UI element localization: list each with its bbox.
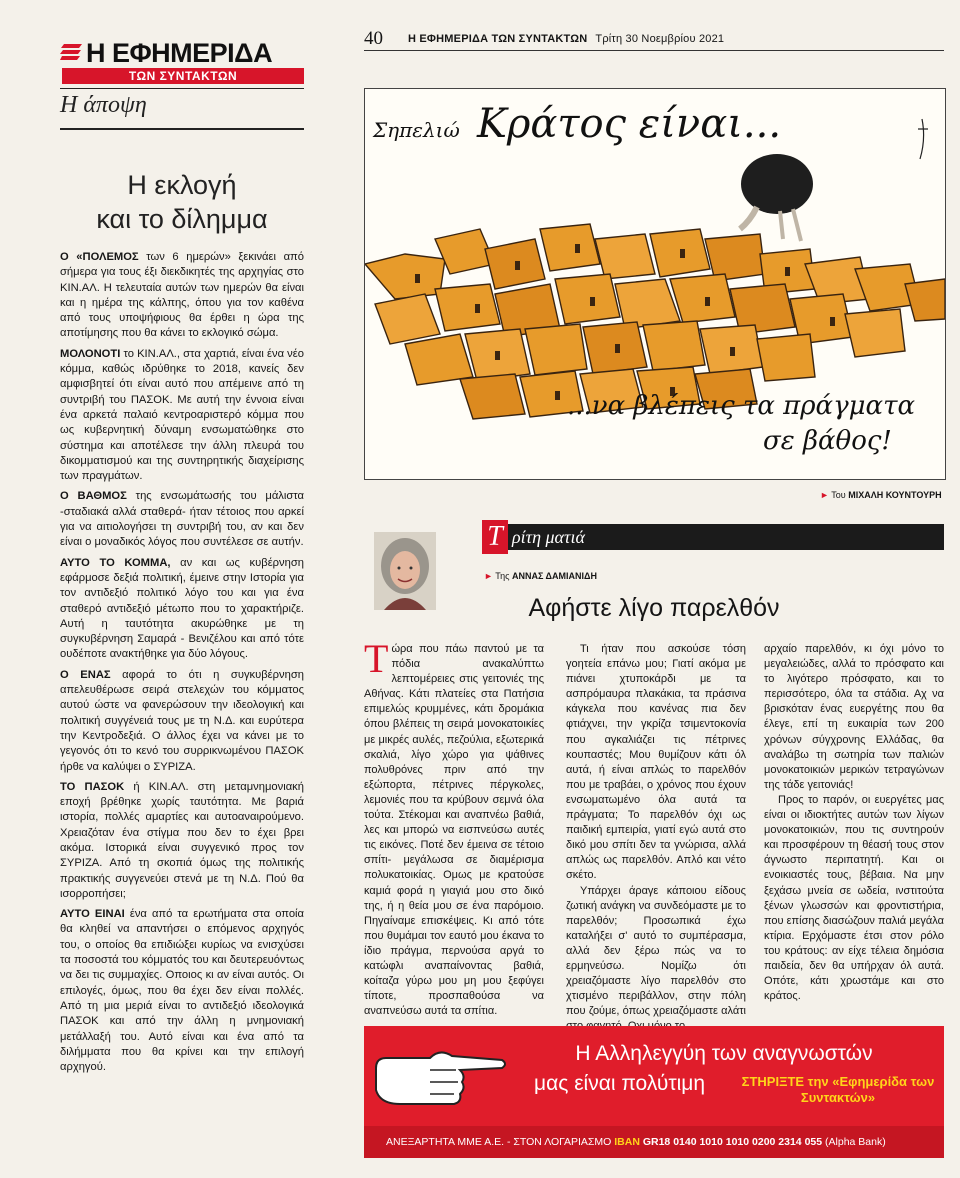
article-paragraph xyxy=(364,636,544,1019)
headline-line-2: και το δίλημμα xyxy=(96,204,268,234)
paragraph-lead: Ο «ΠΟΛΕΜΟΣ xyxy=(60,251,139,263)
section-rule xyxy=(60,128,304,130)
editorial-paragraph xyxy=(60,780,304,902)
solidarity-ad[interactable] xyxy=(364,1026,944,1158)
credit-prefix: Του xyxy=(831,490,846,500)
paragraph-lead: Ο ΕΝΑΣ xyxy=(60,668,111,681)
section-label: Η άποψη xyxy=(60,92,147,118)
editorial-headline xyxy=(60,168,304,236)
column-banner-initial: Τ xyxy=(482,520,508,554)
header-date: Τρίτη 30 Νοεμβρίου 2021 xyxy=(595,33,725,45)
header-rule xyxy=(364,50,944,51)
pointing-hand-icon xyxy=(370,1038,508,1114)
editorial-paragraph xyxy=(60,556,304,663)
byline-name: ΑΝΝΑΣ ΔΑΜΙΑΝΙΔΗ xyxy=(511,571,597,581)
page-number: 40 xyxy=(364,28,383,49)
cartoon xyxy=(364,88,946,480)
article-column-3 xyxy=(764,642,944,1004)
cartoon-caption-bottom-2: σε βάθος! xyxy=(763,426,892,456)
section-rule-top xyxy=(60,88,304,89)
dropcap: Τ xyxy=(364,636,389,681)
paragraph-text: ένα από τα ερωτήματα στα οποία θα κληθεί να απαντήσει ο επόμενος αρχηγός του, ο οποίος θα επιδιώξει κυρίως να ενισχύσει τα ποσοστά του κόμματός του και δευτερευόντως να δει τις συμμαχίες. Οποιος κι αν είναι αυτός. Οι επιλογές, όμως, που θα έχει δεν είναι πολλές. Από τη μια μεριά είναι το αντιδεξιό ιδεολογικά ΠΑΣΟΚ και από την άλλη η μνημονιακή μετάλλαξή του. Αυτό είναι και ένα από τα διλήμματα που θα κρίνει και την επιλογή αρχηγού. xyxy=(60,908,304,1074)
logo-top-text: Η ΕΦΗΜΕΡΙΔΑ xyxy=(86,38,273,68)
cartoon-illustration xyxy=(365,89,945,479)
iban-label: IBAN xyxy=(614,1136,640,1148)
header-paper-name: Η ΕΦΗΜΕΡΙΔΑ ΤΩΝ ΣΥΝΤΑΚΤΩΝ xyxy=(408,33,588,45)
editorial-paragraph xyxy=(60,250,304,342)
credit-name: ΜΙΧΑΛΗ ΚΟΥΝΤΟΥΡΗ xyxy=(848,490,942,500)
paragraph-text: αν και ως κυβέρνηση εφάρμοσε δεξιά πολιτική, έμεινε στην Ιστορία για τον αντιδεξιό πολιτικό λόγο του και για ένα σταθερό αντιδεξιό μέτωπο που το χαρακτήριζε. Αυτή η ταυτότητα ακυρώθηκε με τη συγκυβέρνηση Σαμαρά - Βενιζέλου και από τότε ουδέποτε ανακτήθηκε για δύο λόγους. xyxy=(60,556,304,661)
flag-stripes-icon xyxy=(60,44,82,60)
article-paragraph: Τι ήταν που ασκούσε τόση γοητεία επάνω μου; Γιατί ακόμα με πιάνει χτυποκάρδι με τα ασπρόμαυρα πλακάκια, τα πράσινα κάγκελα που κανένας πια δεν φτιάχνει, την γκρίζα τσιμεντοκονία που αγκαλιάζει τις πέτρινες κουπαστές; Μου θυμίζουν κάτι όλ αυτά, ή είναι απλώς το παρελθόν που με τραβάει, ο χρόνος που έχουν ενσωματωμένο όλα αυτά τα πράγματα; Το παρελθόν όχι ως παιδική εμπειρία, γιατί εγώ αυτά στο δικό μου σπίτι δεν τα γνώρισα, αλλά απλώς ως παρελθόν. Απλό και νέτο σκέτο. xyxy=(566,643,746,882)
article-column-2 xyxy=(566,642,746,1034)
editorial-body xyxy=(60,250,304,1080)
cartoon-caption-top-small: Σηπελιώ xyxy=(373,118,460,142)
cartoon-caption-bottom-1: ...να βλέπεις τα πράγματα xyxy=(567,391,916,421)
editorial-paragraph xyxy=(60,489,304,550)
paragraph-text: ώρα που πάω παντού με τα πόδια ανακαλύπτω λεπτομέρειες στις γειτονιές της Αθήνας. Κάτι πλατείες στα Πατήσια επιμελώς κρυμμένες, κάτι δρομάκια όπου βλέπεις τη σειρά μονοκατοικίες με μικρές αυλές, πεζούλια, εξωτερικά σκαλιά, λίγο χώρο για ψάθινες πολυθρόνες πριν από την εξώπορτα, πέτρινες πέργκολες, λεμονιές που τα κρύβουν σεμνά όλα τούτα. Στέκομαι και αναπνέω βαθιά, λες και μπορώ να εισπνεύσω αυτές τις εικόνες. Ποτέ δεν έμεινα σε τέτοιο σπίτι- μεγάλωσα σε διαμέρισμα πολυκατοικίας. Ομως με κρατούσε καμιά φορά η γιαγιά μου στο δικό της, ή η θεία μου σε ένα παρόμοιο. Πηγαίναμε επισκέψεις. Κι από τότε που θυμάμαι τον εαυτό μου έκανα το ίδιο πράγμα, περνούσα αργά το κατώφλι αναπαίνοντας βαθιά, κοίταζα γύρω μου μη μου ξεφύγει τίποτε, προσπαθούσα να αναπνεύσω αυτά τα σπίτια. xyxy=(364,643,544,1018)
article-paragraph: αρχαίο παρελθόν, κι όχι μόνο το μεγαλειώδες, αλλά το πρόσφατο και το λιγότερο πρόσφατο, και το περισσότερο, όλα τα στάδια. Αχ να βρισκόταν ένας ευεργέτης που θα έλεγε, επί τη ευκαιρία των 200 χρόνων σύγχρονης Ελλάδας, θα αναλάβω τη σωτηρία των παλιών μονοκατοικιών μερικών τετραγώνων της τάδε γειτονιάς! xyxy=(764,643,944,791)
byline-prefix: Της xyxy=(495,571,510,581)
cartoon-credit xyxy=(820,490,942,500)
rubble-blocks xyxy=(365,224,945,419)
paragraph-text: των 6 ημερών» ξεκινάει από σήμερα για τους έξι διεκδικητές της αρχηγίας στο ΚΙΝ.ΑΛ. Η τελευταία αυτών των ημερών θα είναι και η ημέρα της κάλπης, όπου για τον καθένα από τους υποψήφιους θα έρθει η ώρα της αποτίμησης που θα κάνει το εκλογικό σώμα. xyxy=(60,251,304,340)
paragraph-text: το ΚΙΝ.ΑΛ., στα χαρτιά, είναι ένα νέο κόμμα, καθώς ιδρύθηκε το 2018, κανείς δεν αμφισβητεί ότι είναι αυτό που απέμεινε από τη συντριβή του ΠΑΣΟΚ. Με αυτή την έννοια είναι ένα αρκετά παλαιό κεντροαριστερό κόμμα που ως κυβερνητική δύναμη ενσωματώθηκε στο σύστημα και αποτέλεσε την άλλη πλευρά του δικομματισμού και της συντηρητικής διαχείρισης των πραγμάτων. xyxy=(60,347,304,483)
iban-number: GR18 0140 1010 1010 0200 2314 055 xyxy=(642,1136,823,1148)
paragraph-text: αφορά το ότι η συγκυβέρνηση απελευθέρωσε σειρά στελεχών του κόμματος αυτού ώστε να φανερώσουν την ιδεολογική και πολιτική συγγένειά τους με τη Ν.Δ. και ευρύτερα την Κεντροδεξιά. Ο άλλος έχει να κάνει με το γεγονός ότι το κενό του συρρικνωμένου ΠΑΣΟΚ ήρθε να καλύψει ο ΣΥΡΙΖΑ. xyxy=(60,668,304,773)
triangle-bullet-icon: ► xyxy=(820,490,829,500)
artist-signature-icon xyxy=(918,119,928,159)
page-header xyxy=(408,33,724,45)
article-paragraph: Προς το παρόν, οι ευεργέτες μας είναι οι ιδιοκτήτες αυτών των λίγων μονοκατοικιών, που τις συντηρούν και προσφέρουν τη θέασή τους στον άγνωστο περιπατητή. Και οι ενοικιαστές τους, βέβαια. Να μην ξεχάσω μνεία σε ωδεία, ινστιτούτα ξένων γλωσσών και φροντιστήρια, που επίσης διασώζουν παλιά μεγάλα κτίρια. Ερχόμαστε έτσι στον ρόλο του κράτους: αν είχε τέλεια δημόσια παιδεία, δεν θα υπήρχαν όλ αυτά. Οπότε, κάτι χρωστάμε και στο κράτος. xyxy=(764,793,944,1003)
article-column-1 xyxy=(364,636,544,1019)
headline-line-1: Η εκλογή xyxy=(127,170,237,200)
editorial-paragraph xyxy=(60,907,304,1075)
paragraph-lead: ΜΟΛΟΝΟΤΙ xyxy=(60,347,121,360)
bank-name: (Alpha Bank) xyxy=(825,1136,886,1148)
editorial-paragraph xyxy=(60,347,304,485)
triangle-bullet-icon: ► xyxy=(484,571,493,581)
column-banner-title: ρίτη ματιά xyxy=(512,527,585,547)
paragraph-lead: Ο ΒΑΘΜΟΣ xyxy=(60,490,127,503)
ostrich-figure xyxy=(740,154,813,241)
editorial-paragraph xyxy=(60,668,304,775)
newspaper-logo xyxy=(60,38,304,82)
ad-call-to-action: ΣΤΗΡΙΞΤΕ την «Εφημερίδα των Συντακτών» xyxy=(741,1074,935,1105)
byline xyxy=(484,571,597,581)
ad-headline-1: Η Αλληλεγγύη των αναγνωστών xyxy=(575,1042,873,1065)
article-title: Αφήστε λίγο παρελθόν xyxy=(528,594,780,622)
cartoon-caption-top-large: Κράτος είναι... xyxy=(477,101,782,147)
article-paragraph: Υπάρχει άραγε κάποιου είδους ζωτική ανάγκη να συνδεόμαστε με το παρελθόν; Προσωπικά έχω καταλήξει σ' αυτό το συμπέρασμα, αλλά δεν ξέρω πώς να το ερμηνεύσω. Νομίζω ότι χρειαζόμαστε λίγο παρελθόν στο χτισμένο περιβάλλον, στην πόλη που ζούμε, όπως χρειαζόμαστε αλάτι xyxy=(566,884,746,1018)
paragraph-lead: ΑΥΤΟ ΤΟ ΚΟΜΜΑ, xyxy=(60,556,171,569)
ad-headline-2: μας είναι πολύτιμη xyxy=(534,1072,706,1095)
logo-sub-text: ΤΩΝ ΣΥΝΤΑΚΤΩΝ xyxy=(62,68,304,84)
ad-bank-details xyxy=(386,1136,886,1148)
paragraph-lead: ΤΟ ΠΑΣΟΚ xyxy=(60,780,125,793)
ad-account-label: ΑΝΕΞΑΡΤΗΤΑ ΜΜΕ Α.Ε. - ΣΤΟΝ ΛΟΓΑΡΙΑΣΜΟ xyxy=(386,1136,612,1148)
paragraph-text: της ενσωμάτωσής του μάλιστα -σταδιακά αλλά σταθερά- ήταν τέτοιος που αρκεί για να αιτιολογήσει τη συντριβή του, αν και δεν είναι ο μοναδικός λόγος που συντέλεσε σε αυτήν. xyxy=(60,490,305,549)
paragraph-text: ή ΚΙΝ.ΑΛ. στη μεταμνημονιακή εποχή βρέθηκε χωρίς ταυτότητα. Με βαριά ιστορία, πολλές αμαρτίες και αυτοαναιρούμενο. Χρειαζόταν ένα στίγμα που δεν το έχει βρει ακόμα. Ιστορικά είναι συγγενικό προς τον ΣΥΡΙΖΑ. Από τη σκοπιά όμως της πολιτικής πρακτικής συγγενεύει στενά με τη Ν.Δ. Πού θα ισορροπήσει; xyxy=(60,780,304,900)
paragraph-lead: ΑΥΤΟ ΕΙΝΑΙ xyxy=(60,908,125,921)
